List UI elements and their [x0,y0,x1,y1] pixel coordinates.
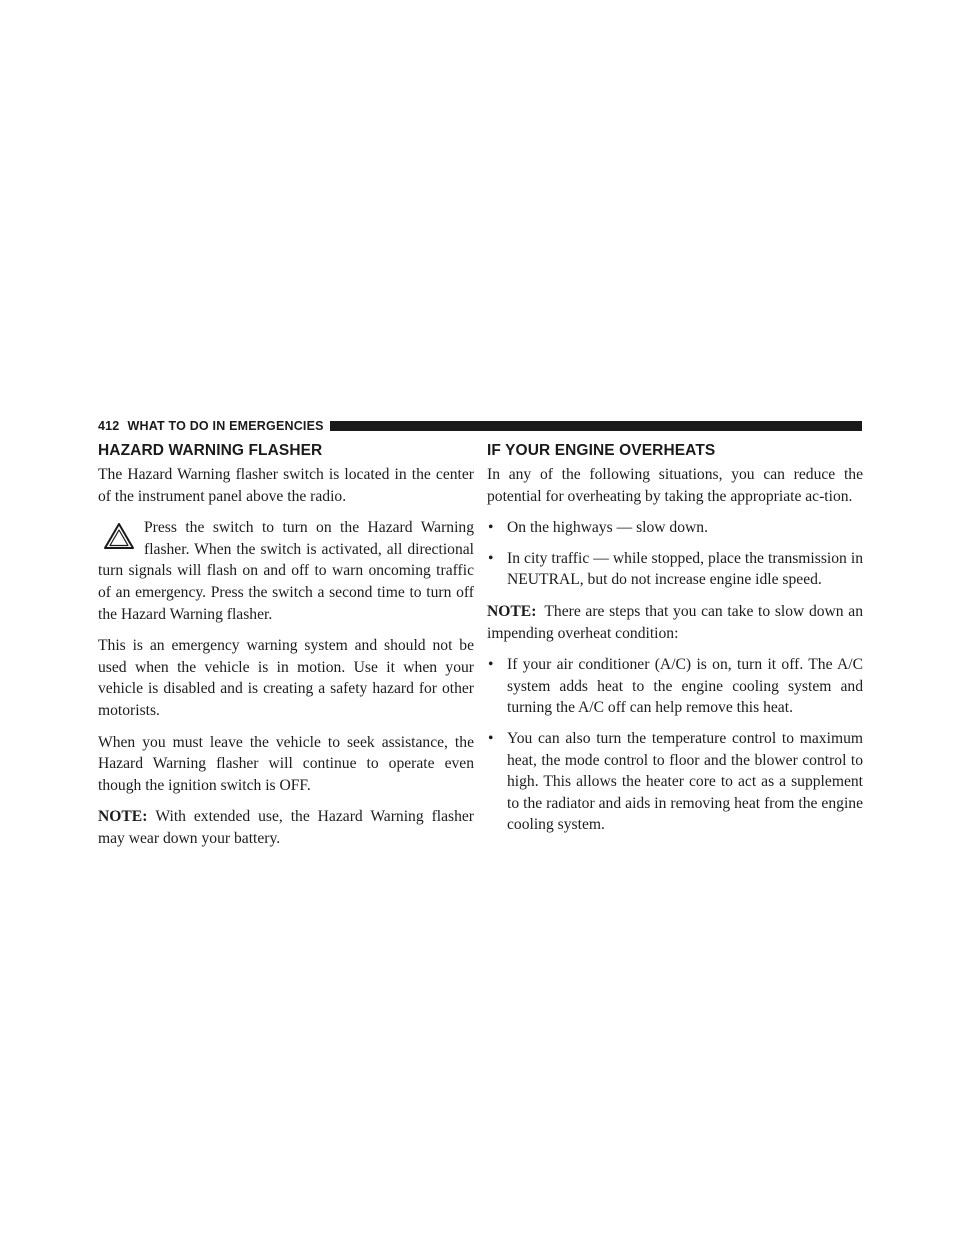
page-header [98,418,862,434]
bullet-icon: • [488,549,494,567]
warning-triangle-icon [104,523,134,549]
right-column [487,441,863,846]
page-number: 412 [98,419,120,433]
hazard-para-1: The Hazard Warning flasher switch is located in the center of the instrument panel above the radio. [98,466,474,505]
overheat-intro: In any of the following situations, you can reduce the potential for overheating by taking the appropriate ac-tion. [487,466,863,505]
note-text: There are steps that you can take to slow down an impending overheat condition: [487,602,863,642]
overheat-situations-list [487,517,863,591]
hazard-para-2: Press the switch to turn on the Hazard Warning flasher. When the switch is activated, all directional turn signals will flash on and off to warn oncoming traffic of an emergency. Press the switch a second time to turn off the Hazard Warning flasher. [98,519,474,623]
list-item: • You can also turn the temperature control to maximum heat, the mode control to floor and the blower control to high. This allows the heater core to act as a supplement to the radiator and aids in removing heat from the engine cooling system. [488,729,863,834]
list-item: • On the highways — slow down. [487,517,863,539]
hazard-heading: HAZARD WARNING FLASHER [98,442,323,459]
header-rule [330,421,862,431]
header-text [98,419,324,433]
bullet-icon: • [488,729,494,747]
note-label: NOTE: [98,808,148,826]
hazard-para-3: This is an emergency warning system and should not be used when the vehicle is in motion. Use it when your vehicle is disabled and is creating a safety hazard for other motorists. [98,637,474,719]
note-text: With extended use, the Hazard Warning flasher may wear down your battery. [98,808,474,847]
left-column [98,441,474,860]
overheat-heading: IF YOUR ENGINE OVERHEATS [487,442,716,459]
bullet-icon: • [488,519,494,537]
note-label: NOTE: [487,602,537,620]
overheat-steps-list [487,654,863,836]
bullet-icon: • [488,656,494,674]
list-item: • In city traffic — while stopped, place the transmission in NEUTRAL, but do not increase engine idle speed. [488,549,863,589]
hazard-note [98,806,474,849]
overheat-note [487,601,863,644]
hazard-para-4: When you must leave the vehicle to seek assistance, the Hazard Warning flasher will continue to operate even though the ignition switch is OFF. [98,733,474,794]
warning-block [98,517,474,635]
section-title: WHAT TO DO IN EMERGENCIES [127,419,324,433]
list-item: • If your air conditioner (A/C) is on, turn it off. The A/C system adds heat to the engine cooling system and turning the A/C off can help remove this heat. [488,656,863,717]
